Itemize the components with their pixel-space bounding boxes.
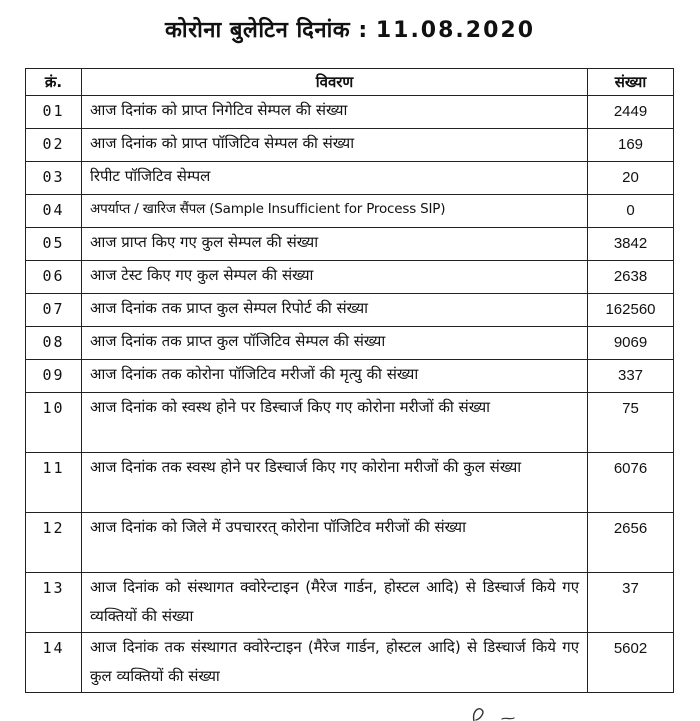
row-count: 20 (588, 162, 674, 195)
row-count: 9069 (588, 327, 674, 360)
bulletin-title-separator: : (358, 18, 368, 43)
row-serial: 03 (26, 162, 82, 195)
row-description: आज दिनांक को प्राप्त निगेटिव सेम्पल की संख्या (82, 96, 588, 129)
row-description: आज टेस्ट किए गए कुल सेम्पल की संख्या (82, 261, 588, 294)
table-row (26, 393, 674, 453)
bulletin-date: 11.08.2020 (375, 18, 536, 43)
table-row (26, 633, 674, 693)
table-row (26, 294, 674, 327)
row-count: 2656 (588, 513, 674, 573)
row-count: 5602 (588, 633, 674, 693)
row-description: रिपीट पॉजिटिव सेम्पल (82, 162, 588, 195)
table-row (26, 96, 674, 129)
row-count: 2638 (588, 261, 674, 294)
row-description: आज दिनांक तक प्राप्त कुल सेम्पल रिपोर्ट की संख्या (82, 294, 588, 327)
row-serial: 09 (26, 360, 82, 393)
table-row (26, 573, 674, 633)
row-description: आज दिनांक तक स्वस्थ होने पर डिस्चार्ज किए गए कोरोना मरीजों की कुल संख्या (82, 453, 588, 513)
row-count: 162560 (588, 294, 674, 327)
row-description: आज दिनांक तक कोरोना पॉजिटिव मरीजों की मृत्यु की संख्या (82, 360, 588, 393)
row-count: 3842 (588, 228, 674, 261)
row-count: 337 (588, 360, 674, 393)
bulletin-table (25, 68, 674, 693)
row-serial: 10 (26, 393, 82, 453)
row-count: 37 (588, 573, 674, 633)
row-serial: 13 (26, 573, 82, 633)
row-count: 169 (588, 129, 674, 162)
bulletin-title-text: कोरोना बुलेटिन दिनांक (164, 18, 351, 43)
row-description: आज प्राप्त किए गए कुल सेम्पल की संख्या (82, 228, 588, 261)
row-description: आज दिनांक को संस्थागत क्वोरेन्टाइन (मैरेज गार्डन, होस्टल आदि) से डिस्चार्ज किये गए व्यक्तियों की संख्या (82, 573, 588, 633)
row-serial: 02 (26, 129, 82, 162)
row-serial: 07 (26, 294, 82, 327)
table-header-row (26, 69, 674, 96)
row-serial: 06 (26, 261, 82, 294)
table-row (26, 129, 674, 162)
row-count: 0 (588, 195, 674, 228)
header-count: संख्या (588, 69, 674, 96)
table-row (26, 360, 674, 393)
row-serial: 04 (26, 195, 82, 228)
row-serial: 01 (26, 96, 82, 129)
table-row (26, 162, 674, 195)
table-row (26, 195, 674, 228)
signature-mark (468, 700, 528, 721)
table-row (26, 453, 674, 513)
row-serial: 12 (26, 513, 82, 573)
row-count: 6076 (588, 453, 674, 513)
table-row (26, 261, 674, 294)
row-count: 75 (588, 393, 674, 453)
row-description: आज दिनांक को जिले में उपचाररत् कोरोना पॉजिटिव मरीजों की संख्या (82, 513, 588, 573)
row-serial: 05 (26, 228, 82, 261)
row-serial: 11 (26, 453, 82, 513)
header-description: विवरण (82, 69, 588, 96)
row-count: 2449 (588, 96, 674, 129)
row-description: आज दिनांक तक संस्थागत क्वोरेन्टाइन (मैरेज गार्डन, होस्टल आदि) से डिस्चार्ज किये गए कुल व्यक्तियों की संख्या (82, 633, 588, 693)
table-row (26, 513, 674, 573)
header-serial: क्रं. (26, 69, 82, 96)
table-row (26, 228, 674, 261)
table-row (26, 327, 674, 360)
row-serial: 14 (26, 633, 82, 693)
bulletin-title (0, 14, 700, 44)
row-description: आज दिनांक को प्राप्त पॉजिटिव सेम्पल की संख्या (82, 129, 588, 162)
row-serial: 08 (26, 327, 82, 360)
row-description: अपर्याप्त / खारिज सैंपल (Sample Insufficient for Process SIP) (82, 195, 588, 228)
row-description: आज दिनांक तक प्राप्त कुल पॉजिटिव सेम्पल की संख्या (82, 327, 588, 360)
row-description: आज दिनांक को स्वस्थ होने पर डिस्चार्ज किए गए कोरोना मरीजों की संख्या (82, 393, 588, 453)
